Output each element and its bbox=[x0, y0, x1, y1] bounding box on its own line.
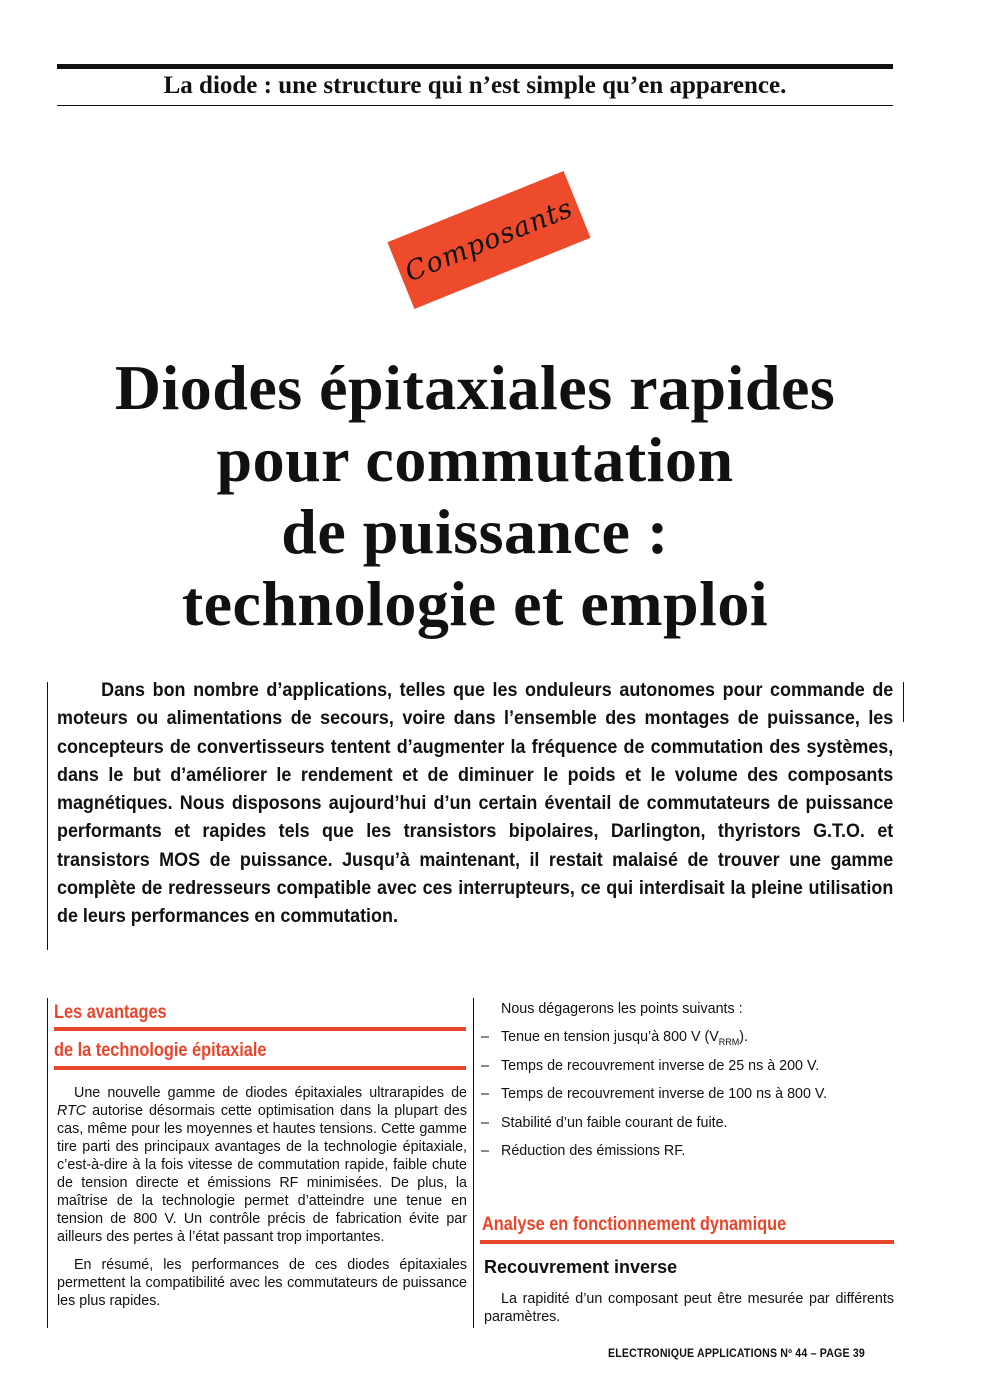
subsection-heading: Recouvrement inverse bbox=[484, 1257, 678, 1277]
header-top-rule bbox=[57, 64, 893, 69]
article-title bbox=[60, 352, 890, 640]
list-item bbox=[481, 1140, 901, 1169]
section-heading-rule bbox=[54, 1027, 466, 1031]
page-footer: ELECTRONIQUE APPLICATIONS Nº 44 – PAGE 39 bbox=[608, 1348, 865, 1360]
column-divider bbox=[473, 998, 474, 1328]
section-heading-rule bbox=[480, 1240, 894, 1244]
section-heading-rule bbox=[54, 1066, 466, 1070]
paragraph: En résumé, les performances de ces diodes épitaxiales permettent la compatibilité avec les commutateurs de puissance les plus rapides. bbox=[57, 1257, 467, 1309]
list-item-text: Temps de recouvrement inverse de 25 ns à 200 V. bbox=[501, 1057, 820, 1074]
list-intro: Nous dégagerons les points suivants : bbox=[501, 1001, 743, 1017]
list-item-text: Stabilité d’un faible courant de fuite. bbox=[501, 1114, 728, 1131]
subscript: RRM bbox=[718, 1036, 740, 1047]
text-run: Tenue en tension jusqu’à 800 V (V bbox=[501, 1029, 719, 1045]
list-item-text bbox=[501, 1026, 748, 1055]
list-item bbox=[481, 1112, 901, 1141]
list-item bbox=[481, 1055, 901, 1084]
header-bottom-rule bbox=[57, 105, 893, 106]
intro-paragraph: Dans bon nombre d’applications, telles que les onduleurs autonomes pour commande de moteurs ou alimentations de secours, voire dans l’ensemble des montages de puissance, les concepteurs de convertisseurs tentent d’augmenter la fréquence de commutation des systèmes, dans le but d’améliorer le rendement et de diminuer le poids et le volume des composants magnétiques. Nous disposons aujourd’hui d’un certain éventail de commutateurs de puissance performants et rapides tels que les transistors bipolaires, Darlington, thyristors G.T.O. et transistors MOS de puissance. Jusqu’à maintenant, il restait malaisé de trouver une gamme complète de redresseurs compatible avec ces interrupteurs, ce qui interdisait la pleine utilisation de leurs performances en commutation. bbox=[57, 679, 894, 928]
dash-bullet: – bbox=[481, 1143, 489, 1159]
brand-name: RTC bbox=[57, 1103, 87, 1119]
points-list bbox=[481, 998, 901, 1169]
list-item-text: Temps de recouvrement inverse de 100 ns à 800 V. bbox=[501, 1086, 828, 1102]
title-line: Diodes épitaxiales rapides bbox=[114, 352, 836, 423]
intro-left-rule bbox=[47, 682, 48, 950]
section-badge bbox=[387, 171, 590, 309]
section-heading: Analyse en fonctionnement dynamique bbox=[482, 1214, 787, 1235]
dash-bullet: – bbox=[481, 1057, 489, 1074]
left-column-rule bbox=[47, 998, 48, 1328]
text-run: autorise désormais cette optimisation dans la plupart des cas, même pour les moyennes et hautes tensions. Cette gamme tire parti des principaux avantages de la technologie épitaxiale, c’est-à-dire à la fois vitesse de commutation rapide, faible chute de tension directe et émissions RF minimisées. De plus, la maîtrise de la technologie permet d’atteindre une tenue en tension de 800 V. Un contrôle précis de fabrication évite par ailleurs des pertes à l’état passant trop importantes. bbox=[57, 1103, 467, 1245]
left-column-text bbox=[57, 1084, 467, 1320]
intro-right-rule bbox=[903, 682, 904, 722]
text-run: Une nouvelle gamme de diodes épitaxiales ultrarapides de bbox=[74, 1085, 467, 1101]
dash-bullet: – bbox=[481, 1114, 489, 1131]
right-column-text bbox=[484, 1290, 894, 1336]
title-line: de puissance : bbox=[281, 496, 669, 567]
section-heading-line1: Les avantages bbox=[54, 1002, 167, 1023]
dash-bullet: – bbox=[481, 1029, 489, 1045]
list-item bbox=[481, 1026, 901, 1055]
title-line: technologie et emploi bbox=[181, 568, 769, 639]
section-heading-line2: de la technologie épitaxiale bbox=[54, 1040, 267, 1061]
title-line: pour commutation bbox=[216, 424, 734, 495]
list-item bbox=[481, 1083, 901, 1112]
dash-bullet: – bbox=[481, 1086, 489, 1102]
section-badge-label: Composants bbox=[400, 192, 578, 288]
text-run: ). bbox=[739, 1029, 749, 1045]
paragraph: La rapidité d’un composant peut être mesurée par différents paramètres. bbox=[484, 1291, 894, 1325]
list-item-text: Réduction des émissions RF. bbox=[501, 1143, 686, 1159]
running-header: La diode : une structure qui n’est simple qu’en apparence. bbox=[163, 72, 787, 99]
paragraph bbox=[57, 1084, 467, 1246]
